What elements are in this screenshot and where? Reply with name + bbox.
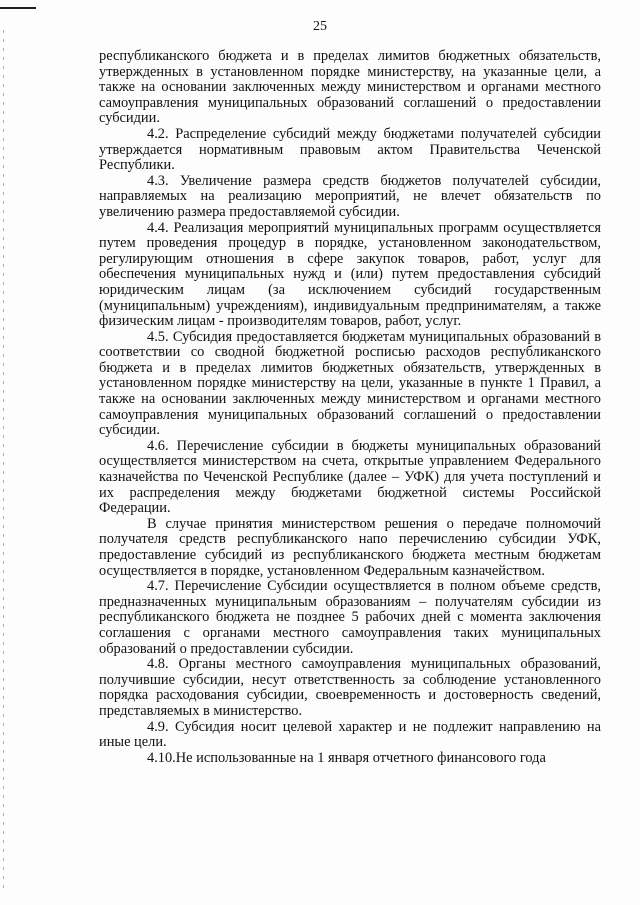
paragraph-4-5: 4.5. Субсидия предоставляется бюджетам муниципальных образований в соответствии со сводной бюджетной росписью расходов республиканского бюджета и в пределах лимитов бюджетных обязательств, утвержденных в установленном порядке министерству на цели, указанные в пункте 1 Правил, а также на основании заключенных между министерством и органами местного самоуправления муниципальных образований соглашений о предоставлении субсидии.	[99, 328, 601, 439]
scan-edge	[3, 30, 4, 890]
paragraph-continuation: республиканского бюджета и в пределах лимитов бюджетных обязательств, утвержденных в установленном порядке министерству, на указанные цели, а также на основании заключенных между министерством и органами местного самоуправления муниципальных образований соглашений о предоставлении субсидии.	[99, 48, 601, 127]
paragraph-4-4: 4.4. Реализация мероприятий муниципальных программ осуществляется путем проведения процедур в порядке, установленном законодательством, регулирующим отношения в сфере закупок товаров, работ, услуг для обеспечения муниципальных нужд и (или) путем предоставления субсидий юридическим лицам (за исключением субсидий государственным (муниципальным) учреждениям), индивидуальным предпринимателям, а также физическим лицам - производителям товаров, работ, услуг.	[99, 219, 601, 330]
top-rule	[0, 7, 36, 9]
paragraph-ufk-transfer: В случае принятия министерством решения о передаче полномочий получателя средств республиканского напо перечислению субсидии УФК, предоставление субсидий из республиканского бюджета местным бюджетам осуществляется в порядке, установленном Федеральным казначейством.	[99, 515, 601, 579]
paragraph-4-8: 4.8. Органы местного самоуправления муниципальных образований, получившие субсидии, несут ответственность за соблюдение установленного порядка расходования субсидии, своевременность и достоверность сведений, представляемых в министерство.	[99, 656, 601, 719]
document-body	[99, 49, 601, 766]
paragraph-4-10: 4.10.Не использованные на 1 января отчетного финансового года	[147, 749, 546, 766]
paragraph-4-7: 4.7. Перечисление Субсидии осуществляется в полном объеме средств, предназначенных муниципальным образованиям – получателям субсидии из республиканского бюджета не позднее 5 рабочих дней с момента заключения соглашения с органами местного самоуправления таких муниципальных образований о предоставлении субсидии.	[99, 578, 601, 657]
paragraph-4-3: 4.3. Увеличение размера средств бюджетов получателей субсидии, направляемых на реализацию мероприятий, не влечет обязательств по увеличению размера предоставляемой субсидии.	[99, 172, 601, 220]
paragraph-4-9: 4.9. Субсидия носит целевой характер и не подлежит направлению на иные цели.	[99, 718, 601, 751]
page-number: 25	[313, 19, 327, 34]
paragraph-4-2: 4.2. Распределение субсидий между бюджетами получателей субсидии утверждается нормативным правовым актом Правительства Чеченской Республики.	[99, 125, 601, 174]
paragraph-4-6: 4.6. Перечисление субсидии в бюджеты муниципальных образований осуществляется министерством на счета, открытые управлением Федерального казначейства по Чеченской Республике (далее – УФК) для учета поступлений и их распределения между бюджетами бюджетной системы Российской Федерации.	[99, 437, 601, 517]
